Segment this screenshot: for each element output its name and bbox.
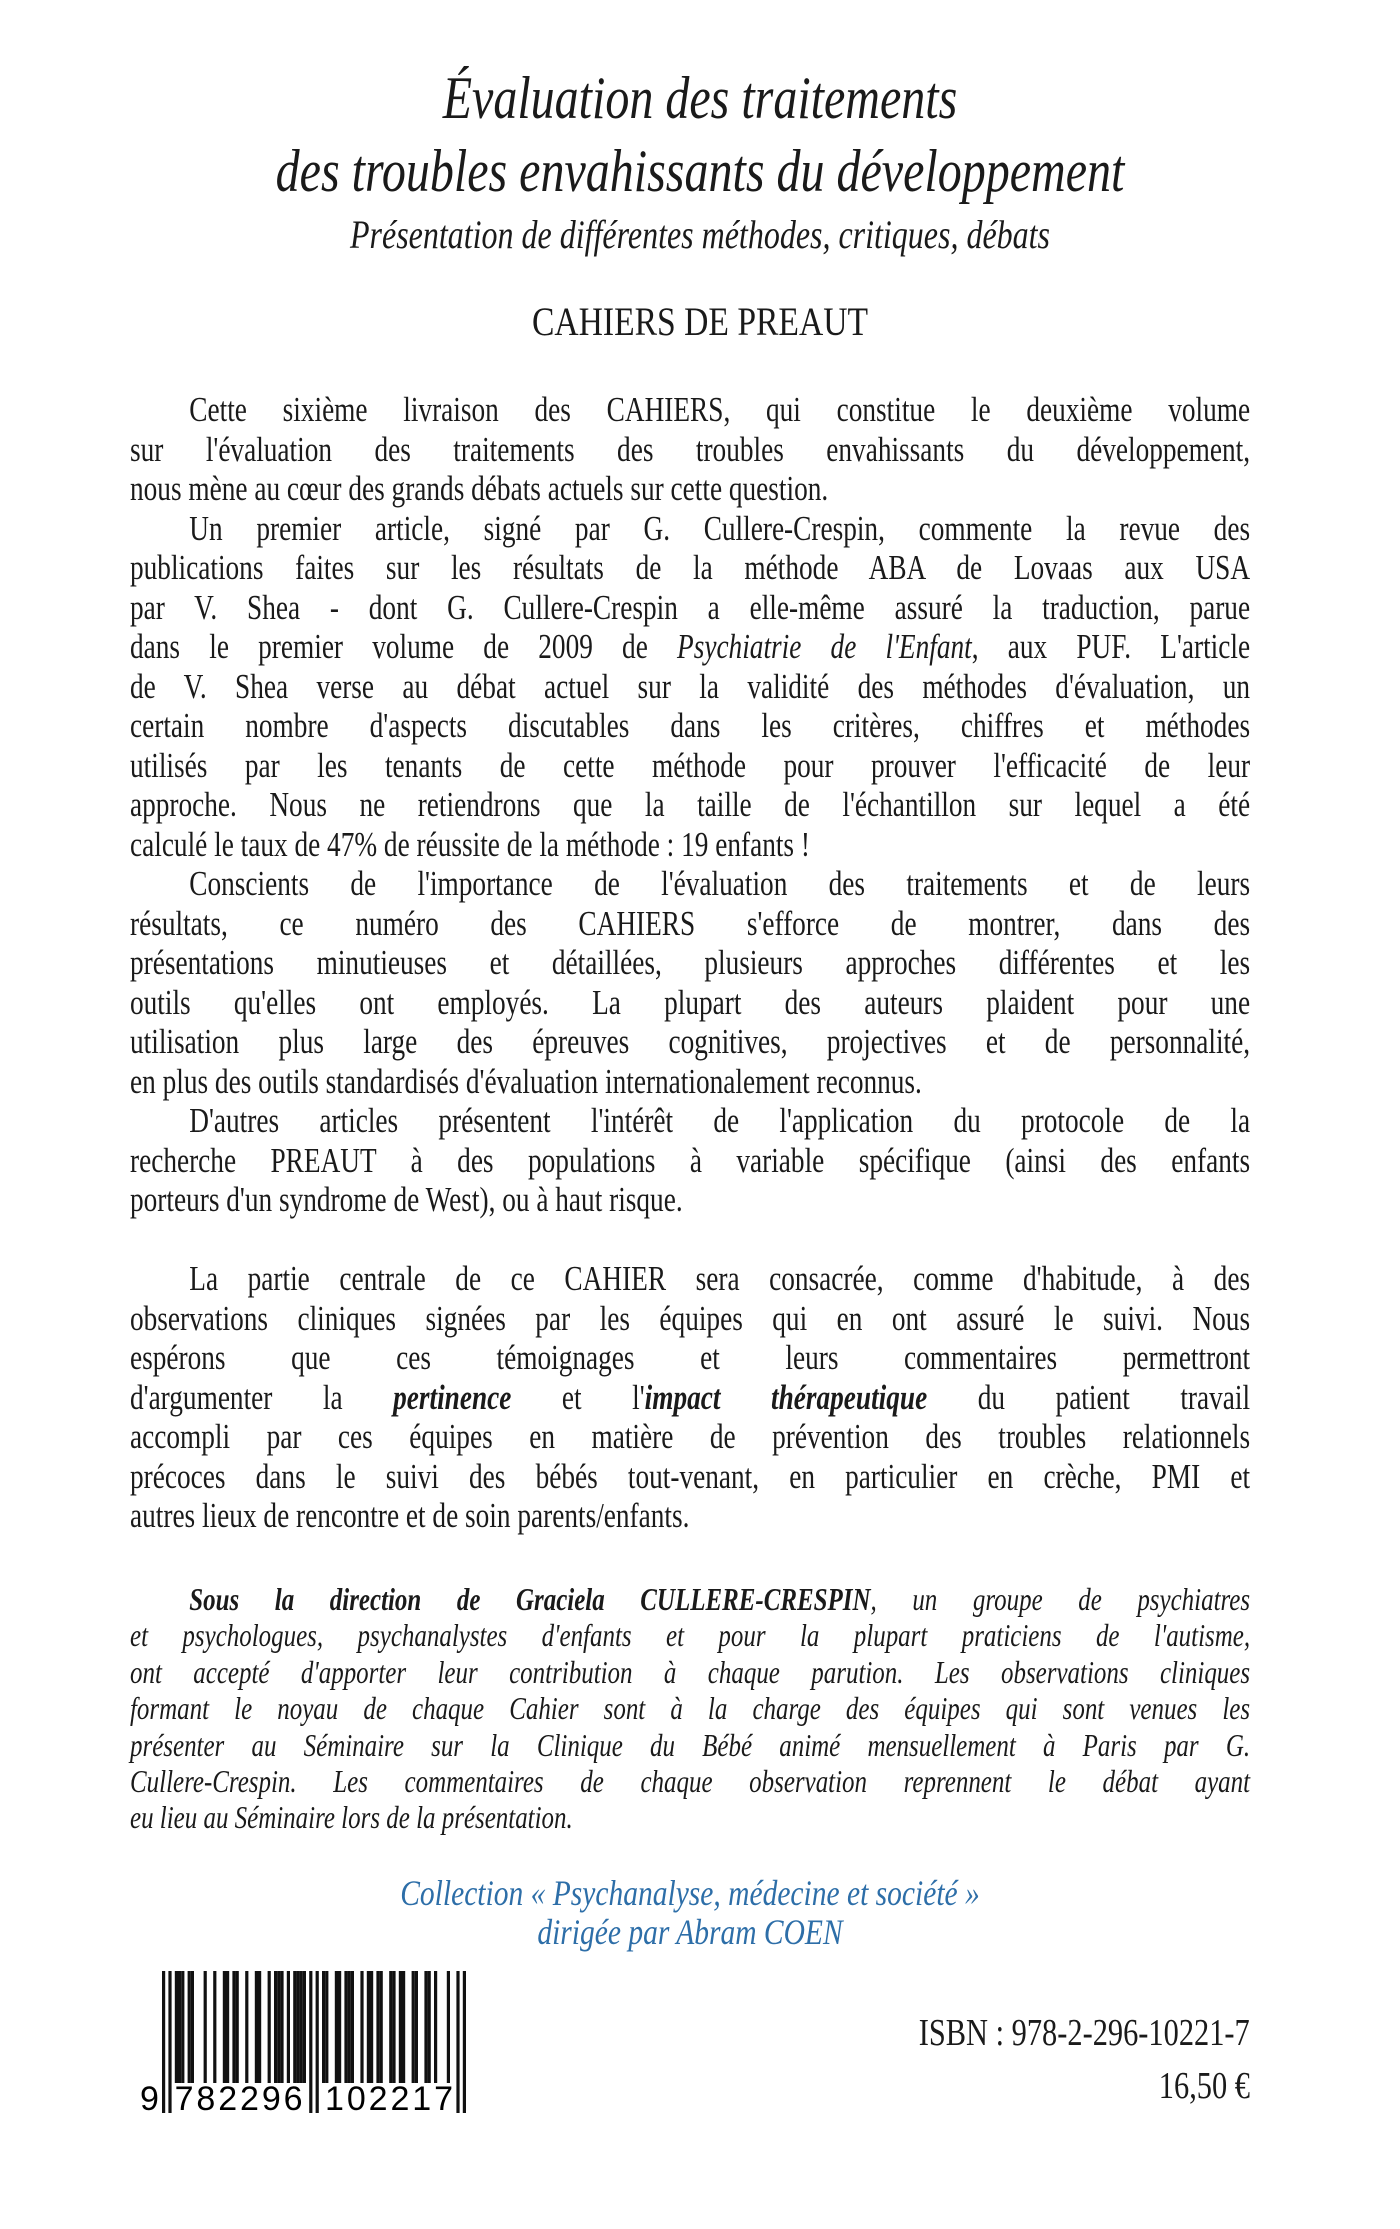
text-segment: résultats, ce numéro des CAHIERS s'efforce de montrer, dans des	[130, 903, 1251, 943]
barcode-bar	[296, 1971, 299, 2083]
series-name: CAHIERS DE PREAUT	[531, 299, 869, 344]
emphasis-text: présenter au Séminaire sur la Clinique du Bébé animé mensuellement à Paris par G.	[130, 1726, 1251, 1763]
text-segment: Un premier article, signé par G. Cullere-Crespin, commente la revue des	[189, 508, 1251, 548]
text-segment: autres lieux de rencontre et de soin parents/enfants.	[130, 1496, 690, 1535]
barcode-bar	[325, 1971, 328, 2083]
price: 16,50 €	[1158, 2065, 1250, 2107]
barcode-bar	[245, 1971, 248, 2083]
text-line	[130, 1022, 1250, 1062]
barcode-bar	[415, 1971, 418, 2083]
text-segment: sur l'évaluation des traitements des troubles envahissants du développement,	[130, 429, 1251, 469]
emphasis-text: pertinence	[393, 1377, 512, 1417]
collection-director: dirigée par Abram COEN	[537, 1912, 843, 1952]
barcode-bar	[204, 1971, 207, 2083]
text-line	[130, 1259, 1250, 1299]
barcode-bar	[213, 1971, 216, 2083]
barcode-bar	[223, 1971, 226, 2083]
barcode-bar	[280, 1971, 283, 2083]
barcode-bar	[447, 1971, 450, 2083]
text-line	[130, 469, 1250, 509]
barcode-bar	[191, 1971, 194, 2083]
text-line	[130, 1654, 1250, 1690]
text-segment: outils qu'elles ont employés. La plupart des auteurs plaident pour une	[130, 982, 1251, 1022]
text-line	[130, 943, 1250, 983]
barcode-bar	[380, 1971, 383, 2083]
barcode-bar	[399, 1971, 402, 2083]
text-line	[130, 1101, 1250, 1141]
barcode-bar	[181, 1971, 184, 2083]
text-segment: , aux PUF. L'article	[971, 627, 1251, 666]
barcode-bar	[316, 1971, 319, 2113]
barcode-bar	[303, 1971, 306, 2083]
barcode-digits: 102217	[325, 2080, 453, 2118]
text-line	[130, 864, 1250, 904]
emphasis-text: et psychologues, psychanalystes d'enfants et pour la plupart praticiens de l'autisme,	[130, 1617, 1251, 1654]
text-segment: par V. Shea - dont G. Cullere-Crespin a elle-même assuré la traduction, parue	[130, 587, 1251, 627]
text-line	[130, 667, 1250, 707]
emphasis-text: formant le noyau de chaque Cahier sont à la charge des équipes qui sont venues les	[130, 1690, 1251, 1727]
text-line	[130, 1690, 1250, 1726]
text-segment: D'autres articles présentent l'intérêt de l'application du protocole de la	[189, 1101, 1251, 1140]
barcode-bar	[168, 1971, 171, 2113]
barcode-bar	[338, 1971, 341, 2083]
barcode-bar	[428, 1971, 431, 2083]
barcode-bar	[402, 1971, 405, 2083]
barcode-bar	[434, 1971, 437, 2083]
text-line	[130, 1727, 1250, 1763]
text-line	[130, 1141, 1250, 1181]
text-segment: recherche PREAUT à des populations à variable spécifique (ainsi des enfants	[130, 1140, 1251, 1180]
collection-name: Collection « Psychanalyse, médecine et société »	[400, 1873, 980, 1913]
emphasis-text: Sous la direction de Graciela CULLERE-CRESPIN	[189, 1581, 871, 1617]
barcode-bar	[277, 1971, 280, 2083]
text-segment: précoces dans le suivi des bébés tout-venant, en particulier en crèche, PMI et	[130, 1456, 1251, 1496]
barcode-bar	[226, 1971, 229, 2083]
barcode-bar	[255, 1971, 258, 2083]
text-line	[130, 1299, 1250, 1339]
barcode-bar	[344, 1971, 347, 2083]
text-line	[130, 1617, 1250, 1653]
text-segment: approche. Nous ne retiendrons que la taille de l'échantillon sur lequel a été	[130, 785, 1251, 824]
text-line	[130, 1062, 1250, 1102]
text-line	[130, 785, 1250, 825]
text-segment: publications faites sur les résultats de la méthode ABA de Lovaas aux USA	[130, 548, 1251, 587]
text-line	[130, 588, 1250, 628]
barcode-bar	[360, 1971, 363, 2083]
subtitle: Présentation de différentes méthodes, critiques, débats	[349, 212, 1051, 257]
barcode-bar	[463, 1971, 466, 2113]
text-line	[130, 1496, 1250, 1536]
text-line	[130, 983, 1250, 1023]
text-segment: utilisation plus large des épreuves cognitives, projectives et de personnalité,	[130, 1022, 1251, 1061]
barcode-bar	[287, 1971, 290, 2083]
barcode-bar	[188, 1971, 191, 2083]
barcode-bar	[367, 1971, 370, 2083]
text-segment: nous mène au cœur des grands débats actuels sur cette question.	[130, 469, 829, 508]
text-segment: porteurs d'un syndrome de West), ou à haut risque.	[130, 1180, 683, 1219]
credits-text	[130, 1581, 1250, 1836]
text-line	[130, 509, 1250, 549]
barcode-bar	[456, 1971, 459, 2113]
text-line	[130, 1457, 1250, 1497]
text-line	[130, 825, 1250, 865]
text-segment: calculé le taux de 47% de réussite de la méthode : 19 enfants !	[130, 824, 810, 864]
text-line	[130, 1581, 1250, 1617]
text-line	[130, 548, 1250, 588]
barcode-bar	[293, 1971, 296, 2083]
text-line	[130, 430, 1250, 470]
text-segment: certain nombre d'aspects discutables dans les critères, chiffres et méthodes	[130, 706, 1251, 745]
barcode-bar	[162, 1971, 165, 2113]
barcode-bar	[424, 1971, 427, 2083]
barcode-bar	[309, 1971, 312, 2113]
barcode-bar	[376, 1971, 379, 2083]
barcode-digits: 9	[140, 2080, 159, 2118]
text-segment: accompli par ces équipes en matière de prévention des troubles relationnels	[130, 1417, 1251, 1456]
emphasis-text: ont accepté d'apporter leur contribution à chaque parution. Les observations cliniques	[130, 1653, 1251, 1690]
barcode-bar	[232, 1971, 235, 2083]
barcode-bar	[268, 1971, 271, 2083]
text-line	[130, 1799, 1250, 1835]
emphasis-text: Cullere-Crespin. Les commentaires de chaque observation reprennent le débat ayant	[130, 1762, 1251, 1799]
text-line	[130, 1763, 1250, 1799]
blurb-text	[130, 390, 1250, 1536]
text-segment: La partie centrale de ce CAHIER sera consacrée, comme d'habitude, à des	[189, 1259, 1251, 1298]
paragraph-gap	[130, 1220, 1250, 1260]
title-line-1: Évaluation des traitements	[442, 65, 958, 131]
text-segment: présentations minutieuses et détaillées, plusieurs approches différentes et les	[130, 943, 1251, 982]
text-line	[130, 390, 1250, 430]
text-segment: en plus des outils standardisés d'évaluation internationalement reconnus.	[130, 1061, 922, 1101]
text-segment: observations cliniques signées par les équipes qui en ont assuré le suivi. Nous	[130, 1298, 1251, 1338]
barcode-bar	[351, 1971, 354, 2083]
text-line	[130, 746, 1250, 786]
barcode-bar	[178, 1971, 181, 2083]
text-segment: dans le premier volume de 2009 de	[130, 627, 678, 666]
emphasis-text: , un groupe de psychiatres	[870, 1581, 1251, 1617]
emphasis-text: Psychiatrie de l'Enfant	[677, 627, 972, 666]
text-line	[130, 1180, 1250, 1220]
barcode-bar	[258, 1971, 261, 2083]
barcode-bar	[335, 1971, 338, 2083]
barcode-bar	[322, 1971, 325, 2083]
barcode-bar	[370, 1971, 373, 2083]
barcode-bar	[274, 1971, 277, 2083]
barcode-bar	[389, 1971, 392, 2083]
title-line-2: des troubles envahissants du développement	[275, 138, 1125, 204]
text-line	[130, 706, 1250, 746]
barcode	[140, 1968, 480, 2118]
text-segment: utilisés par les tenants de cette méthode pour prouver l'efficacité de leur	[130, 745, 1251, 785]
barcode-bar	[348, 1971, 351, 2083]
text-segment: Conscients de l'importance de l'évaluation des traitements et de leurs	[189, 864, 1251, 903]
text-line	[130, 1378, 1250, 1418]
text-line	[130, 1338, 1250, 1378]
barcode-digits: 782296	[174, 2080, 303, 2118]
barcode-bar	[236, 1971, 239, 2083]
barcode-bar	[300, 1971, 303, 2083]
emphasis-text: eu lieu au Séminaire lors de la présentation.	[130, 1799, 573, 1836]
text-segment: espérons que ces témoignages et leurs commentaires permettront	[130, 1338, 1251, 1377]
text-segment: d'argumenter la	[130, 1377, 394, 1417]
emphasis-text: impact thérapeutique	[644, 1377, 928, 1417]
barcode-bar	[175, 1971, 178, 2083]
barcode-bar	[412, 1971, 415, 2083]
text-segment: Cette sixième livraison des CAHIERS, qui constitue le deuxième volume	[189, 390, 1251, 429]
text-line	[130, 904, 1250, 944]
text-segment: et l'	[511, 1377, 645, 1417]
text-line	[130, 1417, 1250, 1457]
text-line	[130, 627, 1250, 667]
text-segment: du patient travail	[927, 1377, 1251, 1417]
isbn: ISBN : 978-2-296-10221-7	[918, 2012, 1250, 2054]
barcode-bar	[392, 1971, 395, 2083]
text-segment: de V. Shea verse au débat actuel sur la validité des méthodes d'évaluation, un	[130, 666, 1251, 706]
